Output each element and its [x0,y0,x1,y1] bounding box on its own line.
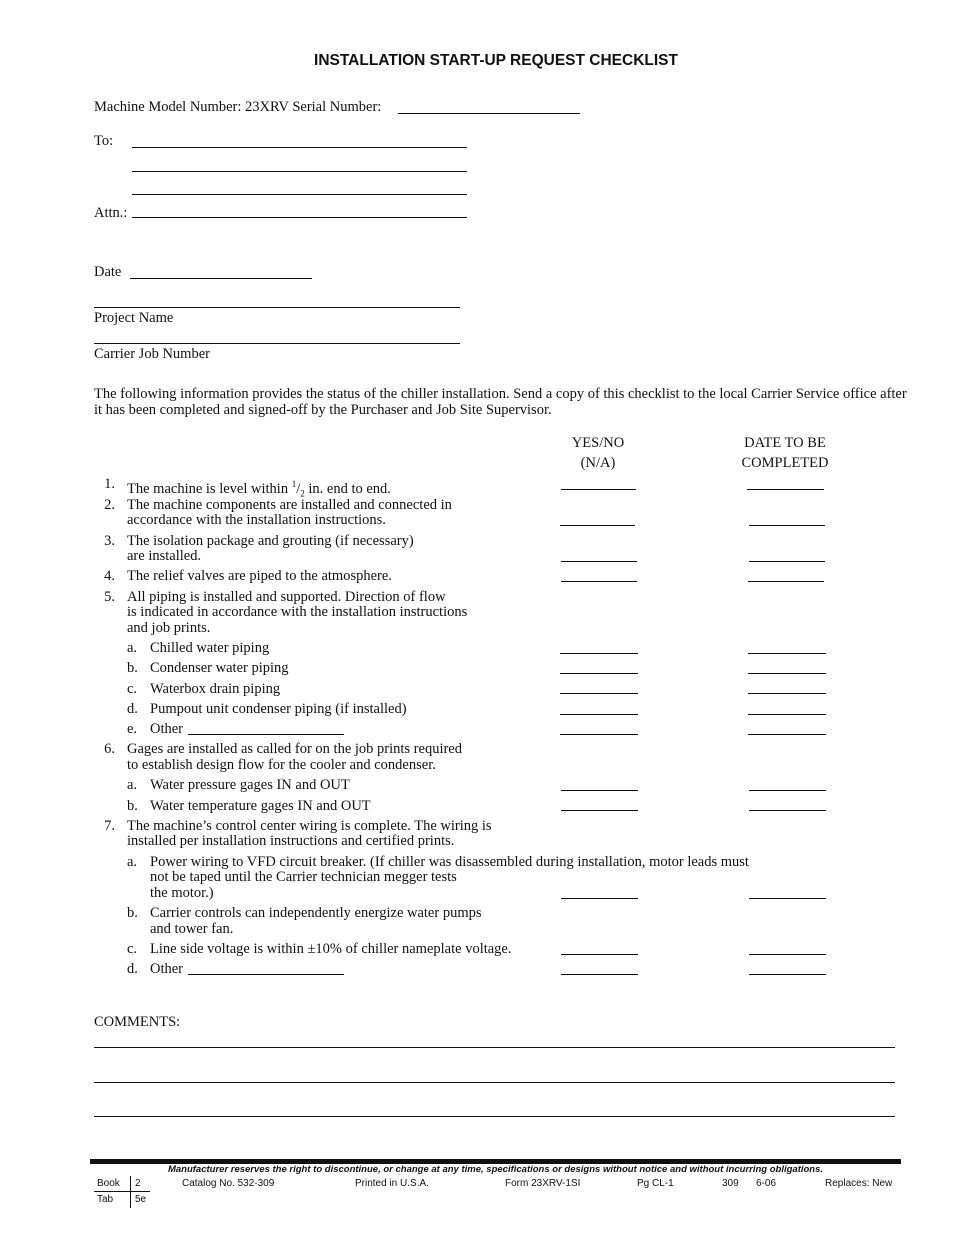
comments-label: COMMENTS: [94,1014,181,1030]
item-5b-yes-no-field[interactable] [560,673,638,674]
item-5e-yes-no-field[interactable] [560,734,638,735]
item-5-line-2: is indicated in accordance with the installation instructions [127,604,468,620]
item-2-date-field[interactable] [749,525,825,526]
item-6-number: 6. [104,741,115,757]
item-6b-text: Water temperature gages IN and OUT [150,798,371,814]
item-6-line-1: Gages are installed as called for on the job prints required [127,741,462,757]
item-2-line-1: The machine components are installed and connected in [127,497,452,513]
fraction-numerator: 1 [291,479,297,489]
item-7-number: 7. [104,818,115,834]
item-7c-date-field[interactable] [749,954,826,955]
item-5-line-1: All piping is installed and supported. Direction of flow [127,589,446,605]
item-7d-letter: d. [127,961,138,977]
item-5c-text: Waterbox drain piping [150,681,281,697]
item-1-number: 1. [104,476,115,492]
item-4-date-field[interactable] [748,581,824,582]
yes-no-header [548,433,648,473]
item-5a-text: Chilled water piping [150,640,270,656]
item-7d-other-field[interactable] [188,974,344,975]
item-5d-letter: d. [127,701,138,717]
item-5-line-3: and job prints. [127,620,211,636]
item-7a-yes-no-field[interactable] [561,898,638,899]
item-7a-letter: a. [127,854,138,870]
item-7d-yes-no-field[interactable] [561,974,638,975]
attn-label: Attn.: [94,205,128,221]
item-7a-line-3: the motor.) [150,885,214,901]
to-field-line-1[interactable] [132,147,467,148]
item-7c-text: Line side voltage is within ±10% of chiller nameplate voltage. [150,941,512,957]
footer-tab-label: Tab [97,1194,114,1205]
item-5e-text: Other [150,721,184,737]
footer-book-label: Book [97,1178,120,1189]
footer-disclaimer: Manufacturer reserves the right to discontinue, or change at any time, specifications or designs without notice and without incurring obligations. [167,1164,824,1175]
date-header-line-1: DATE TO BE [744,435,826,451]
footer-printed: Printed in U.S.A. [355,1178,429,1189]
item-7c-yes-no-field[interactable] [561,954,638,955]
item-3-date-field[interactable] [749,561,825,562]
item-7-line-1: The machine’s control center wiring is complete. The wiring is [127,818,492,834]
item-7b-line-1: Carrier controls can independently energize water pumps [150,905,482,921]
item-4-yes-no-field[interactable] [561,581,637,582]
item-6b-yes-no-field[interactable] [561,810,638,811]
footer-book-value: 2 [135,1178,141,1189]
item-2-number: 2. [104,497,115,513]
intro-paragraph: The following information provides the status of the chiller installation. Send a copy of this checklist to the local Carrier Service office after it has been completed and signed-off by the Purchaser and Job Site Supervisor. [94,386,907,418]
item-5b-text: Condenser water piping [150,660,289,676]
item-4-text: The relief valves are piped to the atmosphere. [127,568,392,584]
item-5e-other-field[interactable] [188,734,344,735]
item-5e-date-field[interactable] [748,734,826,735]
item-1-text-end: in. end to end. [304,480,391,497]
item-7-line-2: installed per installation instructions and certified prints. [127,833,455,849]
serial-number-field[interactable] [398,113,580,114]
project-name-label: Project Name [94,310,174,326]
item-5a-letter: a. [127,640,138,656]
date-header [720,433,850,473]
item-7d-date-field[interactable] [749,974,826,975]
footer-tab-value: 5e [135,1194,147,1205]
footer-catalog: Catalog No. 532-309 [182,1178,275,1189]
to-field-line-2[interactable] [132,171,467,172]
footer-form: Form 23XRV-1SI [505,1178,581,1189]
machine-model-label: Machine Model Number: 23XRV Serial Number: [94,99,382,115]
item-3-line-2: are installed. [127,548,202,564]
item-5a-yes-no-field[interactable] [560,653,638,654]
project-name-field[interactable] [94,307,460,308]
item-7c-letter: c. [127,941,138,957]
item-7d-text: Other [150,961,184,977]
to-label: To: [94,133,114,149]
item-5c-letter: c. [127,681,138,697]
item-6b-date-field[interactable] [749,810,826,811]
item-3-number: 3. [104,533,115,549]
carrier-job-number-label: Carrier Job Number [94,346,210,362]
item-1-text-start: The machine is level within [127,480,292,497]
comments-line-3[interactable] [94,1116,895,1117]
comments-line-1[interactable] [94,1047,895,1048]
comments-line-2[interactable] [94,1082,895,1083]
fraction-denominator: 2 [300,488,305,499]
item-1-yes-no-field[interactable] [561,489,636,490]
item-1-text: The machine is level within $^1/_2$ in. end to end. [127,479,391,499]
item-6a-date-field[interactable] [749,790,826,791]
item-6-line-2: to establish design flow for the cooler and condenser. [127,757,436,773]
footer-page: Pg CL-1 [637,1178,674,1189]
yes-no-header-line-1: YES/NO [571,435,625,451]
attn-field[interactable] [132,217,467,218]
item-7a-line-1: Power wiring to VFD circuit breaker. (If chiller was disassembled during installation, motor leads must [150,854,749,870]
item-6a-text: Water pressure gages IN and OUT [150,777,350,793]
item-5c-date-field[interactable] [748,693,826,694]
item-5d-date-field[interactable] [748,714,826,715]
footer-book-tab-divider [94,1191,150,1192]
date-label: Date [94,264,122,280]
item-7b-letter: b. [127,905,138,921]
item-5b-date-field[interactable] [748,673,826,674]
item-6a-yes-no-field[interactable] [561,790,638,791]
footer-book-tab-vertical-rule [130,1176,131,1208]
item-5d-yes-no-field[interactable] [560,714,638,715]
item-5b-letter: b. [127,660,138,676]
item-2-line-2: accordance with the installation instructions. [127,512,386,528]
item-7a-line-2: not be taped until the Carrier technician megger tests [150,869,457,885]
item-3-yes-no-field[interactable] [561,561,637,562]
item-1-date-field[interactable] [747,489,824,490]
footer-code: 309 [722,1178,739,1189]
page-title: INSTALLATION START-UP REQUEST CHECKLIST [314,52,678,69]
item-7b-line-2: and tower fan. [150,921,234,937]
item-4-number: 4. [104,568,115,584]
yes-no-header-line-2: (N/A) [580,455,616,471]
to-field-line-3[interactable] [132,194,467,195]
item-5e-letter: e. [127,721,138,737]
item-5c-yes-no-field[interactable] [560,693,638,694]
footer-date: 6-06 [756,1178,777,1189]
date-field[interactable] [130,278,312,279]
item-2-yes-no-field[interactable] [560,525,635,526]
carrier-job-number-field[interactable] [94,343,460,344]
date-header-line-2: COMPLETED [741,455,829,471]
item-7a-date-field[interactable] [749,898,826,899]
footer-replaces: Replaces: New [825,1178,893,1189]
item-6b-letter: b. [127,798,138,814]
item-5d-text: Pumpout unit condenser piping (if installed) [150,701,407,717]
item-6a-letter: a. [127,777,138,793]
item-5-number: 5. [104,589,115,605]
item-3-line-1: The isolation package and grouting (if necessary) [127,533,414,549]
item-5a-date-field[interactable] [748,653,826,654]
